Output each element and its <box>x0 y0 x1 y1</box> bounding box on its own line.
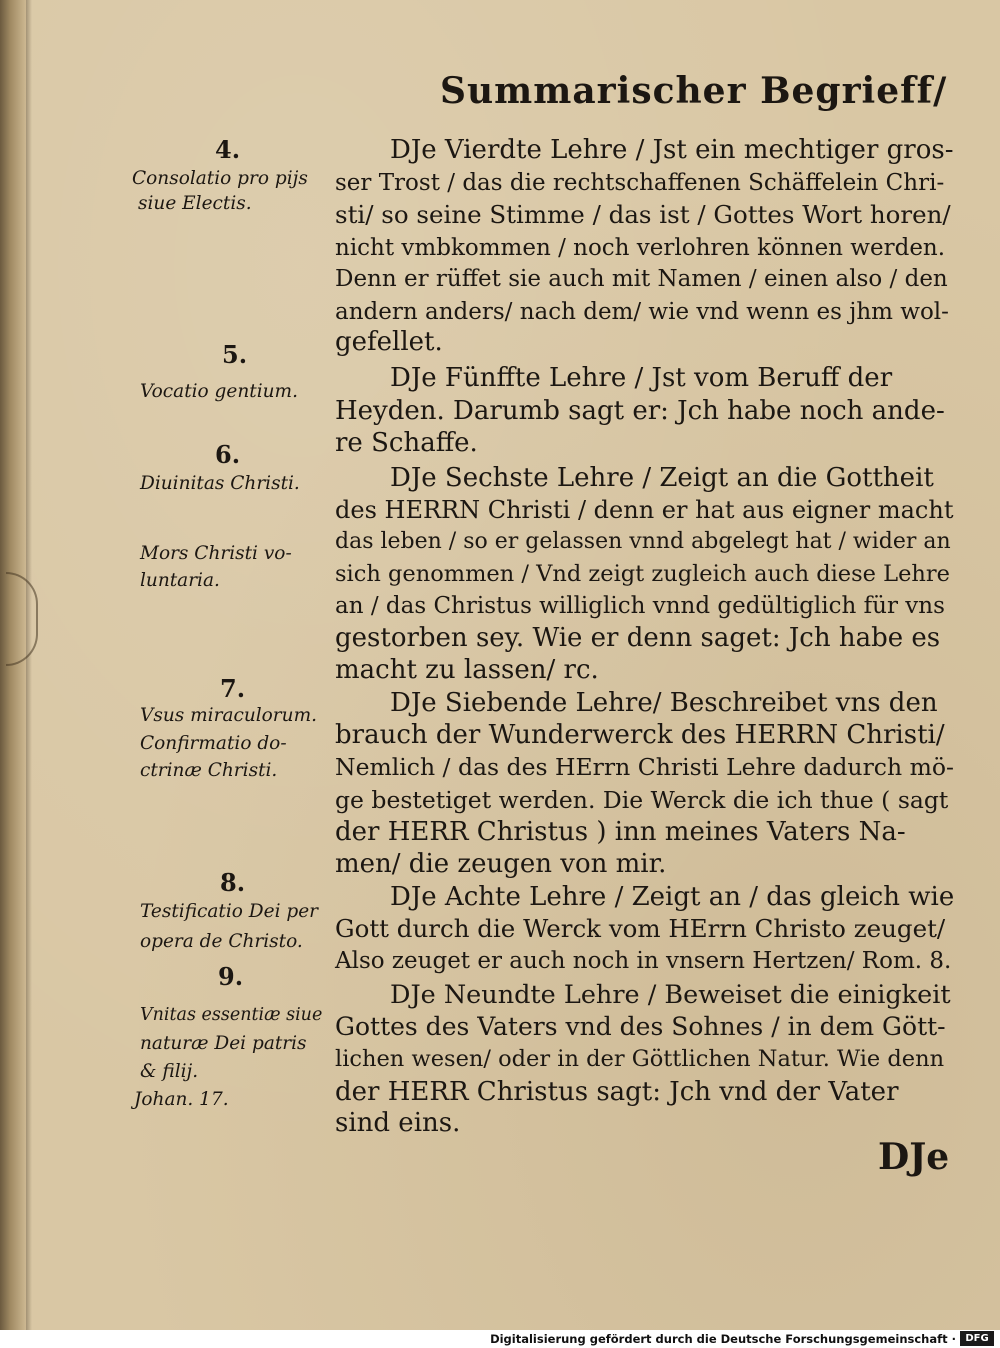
text-line: DJe Achte Lehre / Zeigt an / das gleich wie <box>390 882 955 912</box>
text-line: nicht vmbkommen / noch verlohren können werden. <box>335 235 946 261</box>
text-line: ge bestetiget werden. Die Werck die ich thue ( sagt <box>335 786 949 814</box>
margin-note-line: Vsus miraculorum. <box>140 705 317 726</box>
footer-bar <box>0 1330 1000 1348</box>
text-line: Gott durch die Werck vom HErrn Christo zeuget/ <box>335 914 946 943</box>
text-line: sti/ so seine Stimme / das ist / Gottes Wort horen/ <box>335 200 951 229</box>
margin-note-line: opera de Christo. <box>140 931 303 952</box>
text-line: Denn er rüffet sie auch mit Namen / einen also / den <box>335 266 948 292</box>
margin-number: 7. <box>220 674 246 703</box>
text-line: ser Trost / das die rechtschaffenen Schäffelein Chri- <box>335 170 945 196</box>
margin-note-line: naturæ Dei patris <box>140 1033 307 1054</box>
margin-number: 4. <box>215 135 241 164</box>
margin-number: 8. <box>220 868 246 897</box>
text-line: lichen wesen/ oder in der Göttlichen Natur. Wie denn <box>335 1046 945 1072</box>
text-line: macht zu lassen/ rc. <box>335 655 599 685</box>
running-header: Summarischer Begrieff/ <box>440 70 948 112</box>
text-line: DJe Siebende Lehre/ Beschreibet vns den <box>390 688 938 718</box>
text-line: Gottes des Vaters vnd des Sohnes / in dem Gött- <box>335 1012 946 1041</box>
text-line: sich genommen / Vnd zeigt zugleich auch diese Lehre <box>335 561 950 587</box>
text-line: DJe Neundte Lehre / Beweiset die einigkeit <box>390 980 951 1010</box>
page-tab-outline <box>6 572 38 666</box>
margin-note-line: luntaria. <box>140 570 220 591</box>
text-line: re Schaffe. <box>335 428 478 458</box>
margin-note-line: Consolatio pro pijs <box>132 168 308 189</box>
text-line: an / das Christus williglich vnnd gedültiglich für vns <box>335 593 945 619</box>
margin-note-line: Vnitas essentiæ siue <box>140 1005 323 1025</box>
text-line: Also zeuget er auch noch in vnsern Hertzen/ Rom. 8. <box>335 948 952 974</box>
text-line: men/ die zeugen von mir. <box>335 849 667 879</box>
text-line: sind eins. <box>335 1108 461 1138</box>
text-line: Heyden. Darumb sagt er: Jch habe noch ande- <box>335 396 945 426</box>
footer-credit: Digitalisierung gefördert durch die Deutsche Forschungsgemeinschaft · <box>490 1332 956 1346</box>
text-line: DJe Vierdte Lehre / Jst ein mechtiger gros- <box>390 135 954 165</box>
margin-number: 5. <box>222 340 248 369</box>
margin-note-line: & filij. <box>140 1061 199 1082</box>
margin-note-line: Vocatio gentium. <box>140 381 298 402</box>
text-line: DJe Fünffte Lehre / Jst vom Beruff der <box>390 363 893 393</box>
margin-note-line: Diuinitas Christi. <box>140 473 300 494</box>
text-line: der HERR Christus ) inn meines Vaters Na- <box>335 817 906 847</box>
text-line: gestorben sey. Wie er denn saget: Jch habe es <box>335 623 941 653</box>
margin-number: 9. <box>218 962 244 991</box>
text-line: des HERRN Christi / denn er hat aus eigner macht <box>335 496 954 524</box>
margin-note-line: siue Electis. <box>138 193 252 214</box>
margin-note-line: Mors Christi vo- <box>140 543 292 564</box>
margin-note-line: Johan. 17. <box>134 1089 229 1110</box>
margin-note-line: Testificatio Dei per <box>140 901 319 922</box>
text-line: gefellet. <box>335 327 443 357</box>
text-line: das leben / so er gelassen vnnd abgelegt hat / wider an <box>335 529 951 554</box>
catchword: DJe <box>878 1136 950 1178</box>
text-line: DJe Sechste Lehre / Zeigt an die Gottheit <box>390 463 934 493</box>
margin-number: 6. <box>215 440 241 469</box>
text-line: brauch der Wunderwerck des HERRN Christi/ <box>335 720 945 750</box>
text-line: Nemlich / das des HErrn Christi Lehre dadurch mö- <box>335 753 954 781</box>
page-edge-shadow <box>26 0 32 1330</box>
margin-note-line: Confirmatio do- <box>140 733 287 754</box>
text-line: andern anders/ nach dem/ wie vnd wenn es jhm wol- <box>335 299 949 325</box>
margin-note-line: ctrinæ Christi. <box>140 760 278 781</box>
dfg-logo: DFG <box>960 1331 994 1346</box>
text-line: der HERR Christus sagt: Jch vnd der Vater <box>335 1077 899 1107</box>
